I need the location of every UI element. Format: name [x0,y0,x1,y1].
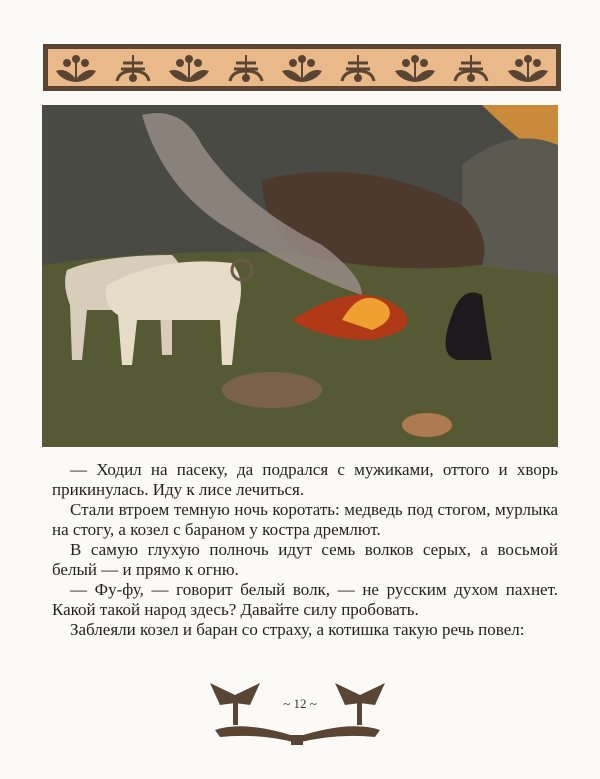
stone [222,372,322,408]
paragraph: — Ходил на пасеку, да подрался с мужиками, оттого и хворь прикинулась. Иду к лисе лечиться. [52,460,558,499]
night-campfire-illustration [42,105,558,447]
ornament-row [48,49,556,86]
paragraph: Заблеяли козел и баран со страху, а котишка такую речь повел: [70,620,525,639]
paragraph: — Фу-фу, — говорит белый волк, — не русским духом пахнет. Какой такой народ здесь? Давайте силу пробовать. [52,580,558,619]
tree-ornament-icon [111,53,155,83]
tree-ornament-icon [336,53,380,83]
paragraph: Стали втроем темную ночь коротать: медведь под стогом, мурлыка на стогу, а козел с бараном у костра дремлют. [52,500,558,539]
tree-ornament-icon [449,53,493,83]
flower-ornament-icon [280,53,324,83]
paragraph: В самую глухую полночь идут семь волков серых, а восьмой белый — и прямо к огню. [52,540,558,579]
flower-ornament-icon [506,53,550,83]
tree-ornament-icon [224,53,268,83]
flower-ornament-icon [54,53,98,83]
stone [402,413,452,437]
page-number: ~ 12 ~ [283,696,317,711]
top-ornamental-border [43,44,561,91]
footer-ornament-icon [205,675,390,747]
story-text [52,460,558,640]
flower-ornament-icon [167,53,211,83]
flower-ornament-icon [393,53,437,83]
